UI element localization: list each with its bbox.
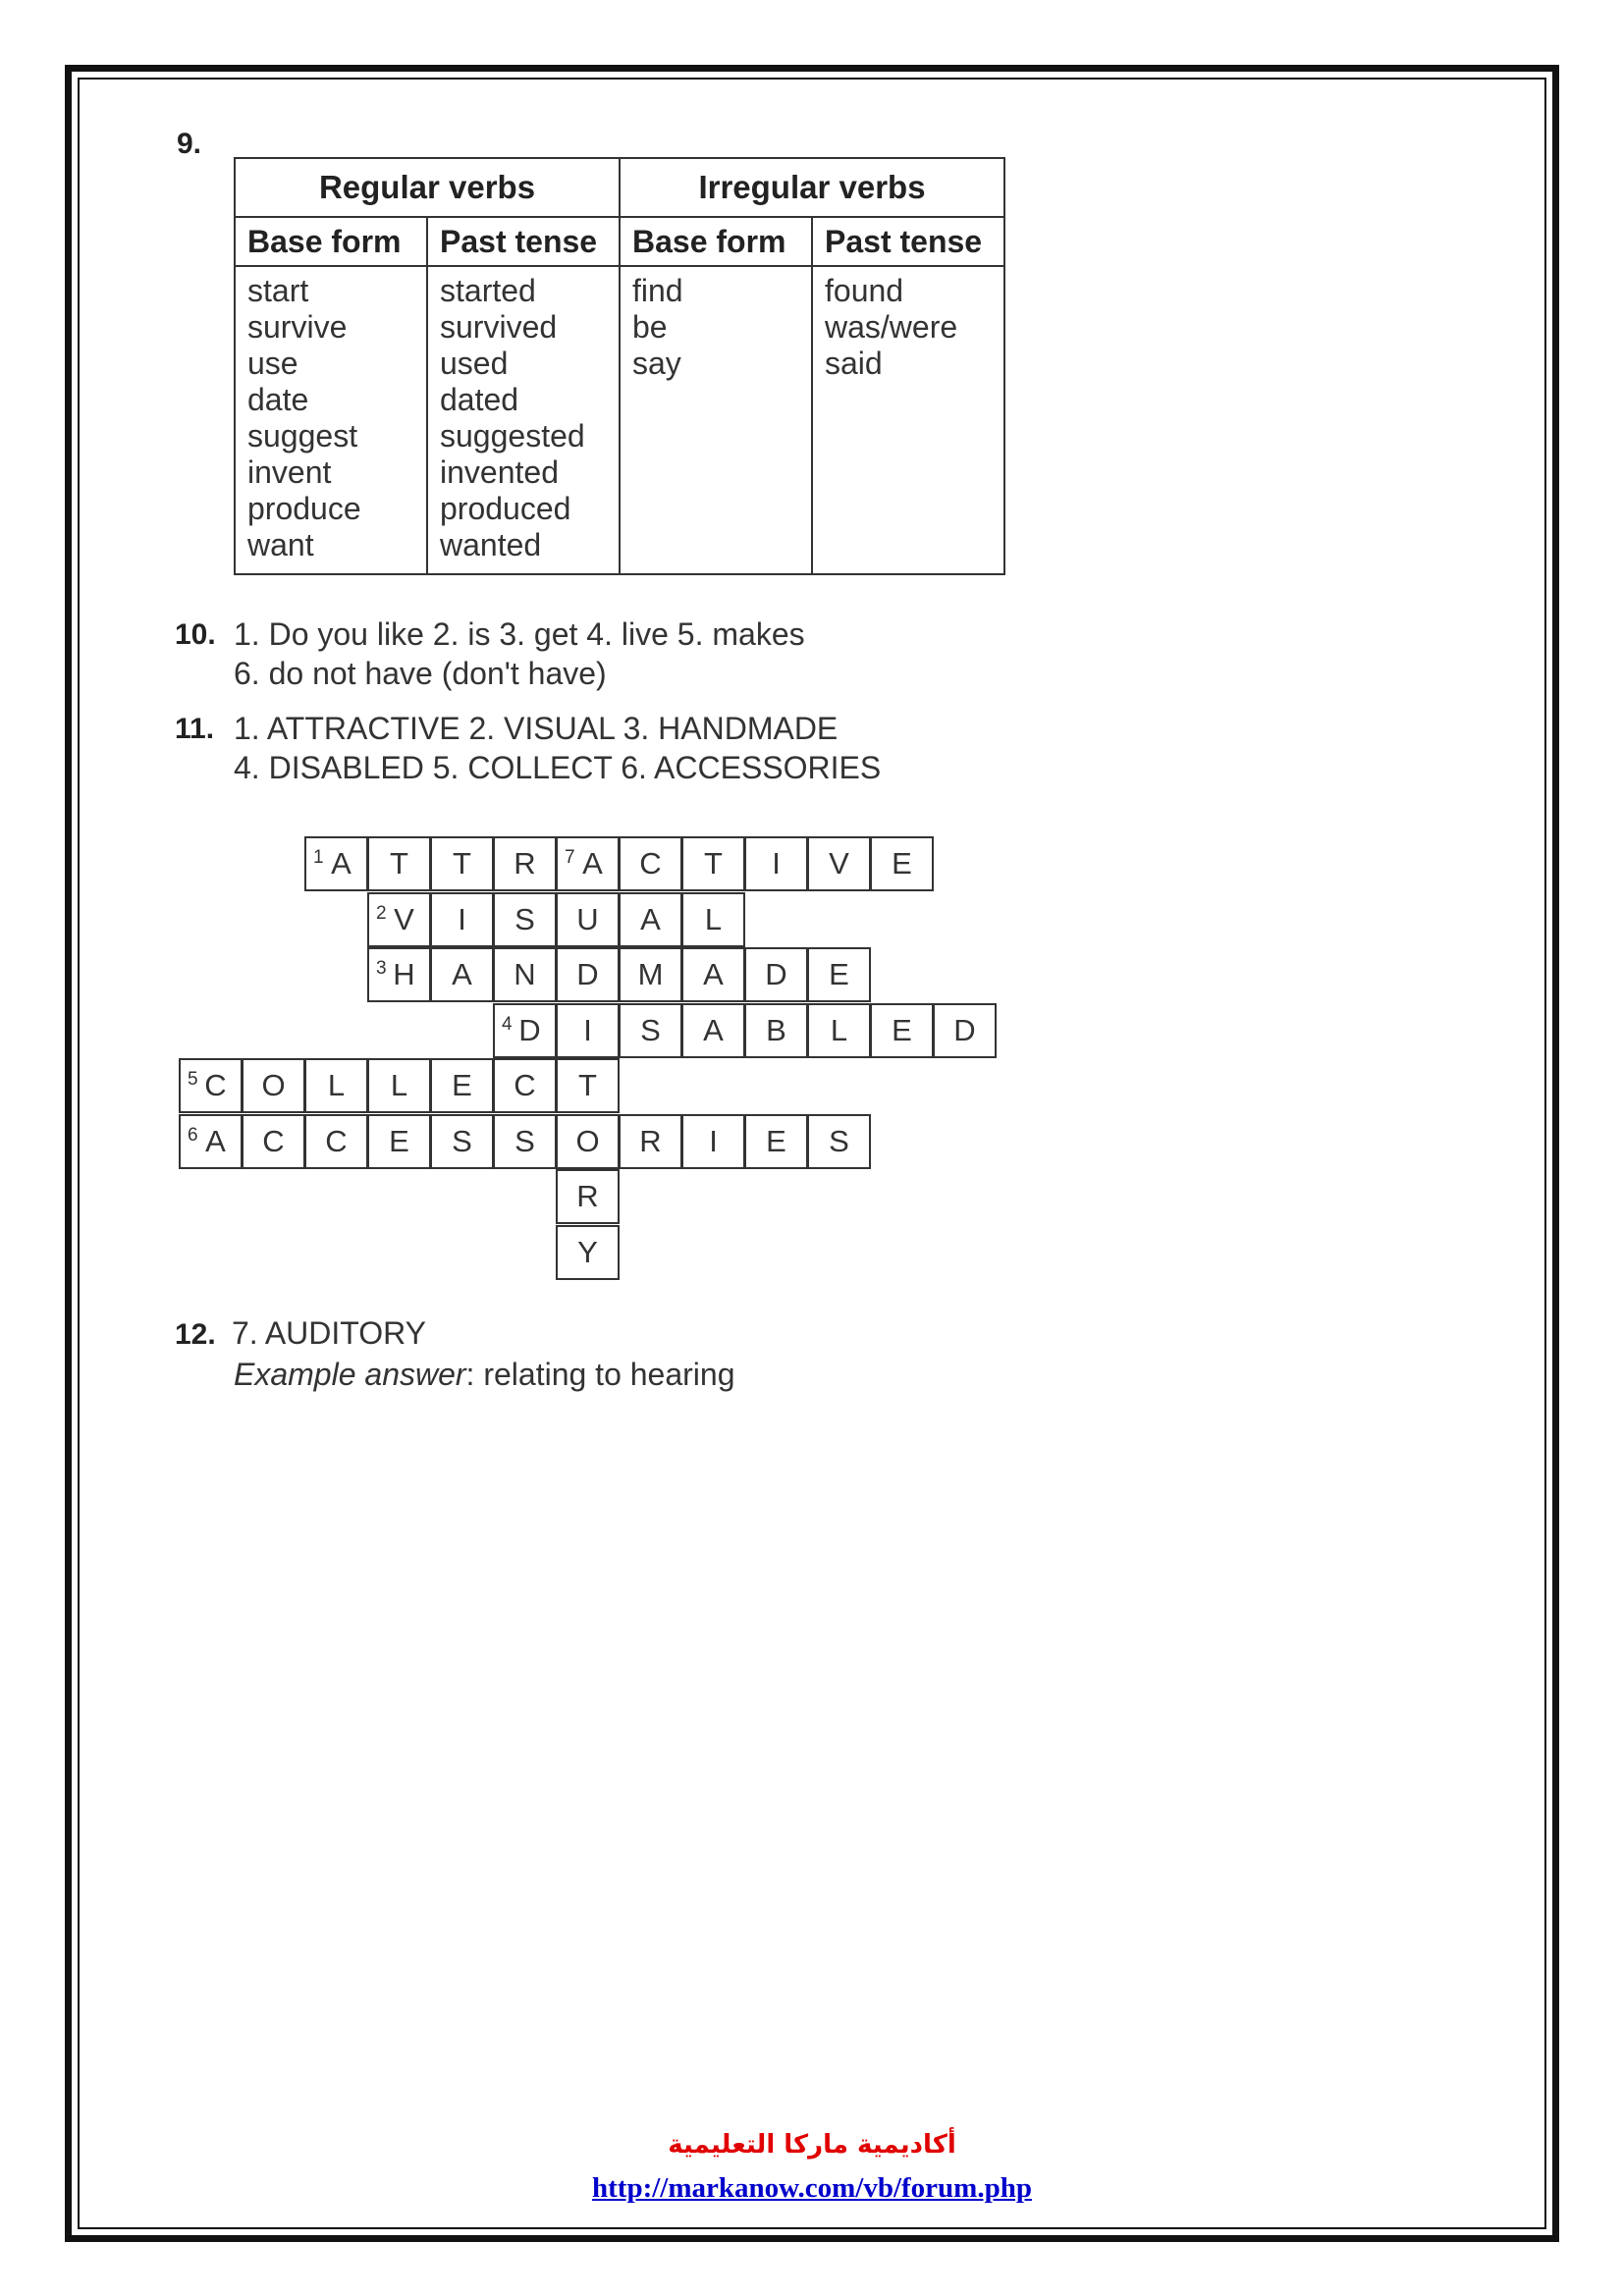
crossword-cell: [807, 947, 871, 1002]
crossword-letter: D: [953, 1012, 976, 1047]
crossword-cell: [619, 1003, 682, 1058]
crossword-cell: [367, 947, 431, 1002]
crossword-cell: [179, 1058, 243, 1113]
crossword-letter: C: [204, 1068, 227, 1102]
crossword-letter: S: [640, 1012, 661, 1047]
crossword-letter: R: [639, 1123, 662, 1158]
crossword-letter: H: [393, 957, 415, 991]
question-11-line-1: 1. ATTRACTIVE 2. VISUAL 3. HANDMADE: [234, 711, 839, 746]
verb-table-body-row: [235, 266, 1004, 574]
crossword-letter: Y: [577, 1234, 598, 1269]
crossword-letter: I: [709, 1123, 718, 1158]
footer-forum-link[interactable]: [0, 2172, 1624, 2205]
crossword-cell: [681, 892, 745, 947]
crossword-clue-number: 3: [376, 958, 387, 979]
crossword-letter: T: [578, 1068, 597, 1102]
verb-cell: dated: [440, 382, 519, 417]
crossword-cell: [179, 1114, 243, 1169]
crossword-cell: [493, 892, 557, 947]
crossword-cell: [744, 1003, 808, 1058]
crossword-letter: S: [514, 1123, 535, 1158]
crossword-clue-number: 4: [502, 1013, 513, 1035]
crossword-letter: O: [575, 1123, 600, 1158]
crossword-clue-number: 1: [313, 847, 324, 868]
question-9-number: 9.: [177, 128, 202, 160]
crossword-cell: [304, 836, 368, 891]
question-12-number: 12.: [175, 1318, 216, 1351]
verb-cell: use: [247, 346, 298, 381]
group-regular-verbs: Regular verbs: [235, 158, 620, 217]
crossword-cell: [681, 1114, 745, 1169]
crossword-letter: D: [765, 957, 787, 991]
crossword-letter: E: [452, 1068, 472, 1102]
crossword-letter: A: [703, 957, 724, 991]
crossword-cell: [619, 947, 682, 1002]
crossword-letter: C: [639, 846, 662, 881]
column-irregular-base: [620, 266, 812, 574]
crossword-cell: [367, 892, 431, 947]
crossword-letter: O: [261, 1068, 286, 1102]
crossword-letter: U: [576, 901, 599, 936]
crossword-cell: [556, 1058, 620, 1113]
question-11-line-2: 4. DISABLED 5. COLLECT 6. ACCESSORIES: [234, 750, 882, 785]
crossword-letter: A: [331, 846, 352, 881]
crossword-letter: R: [514, 846, 536, 881]
crossword-cell: [681, 836, 745, 891]
crossword-cell: [304, 1114, 368, 1169]
verb-cell: wanted: [440, 527, 542, 562]
verb-cell: produce: [247, 491, 361, 526]
crossword-letter: R: [576, 1179, 599, 1213]
crossword-cell: [367, 1058, 431, 1113]
crossword-cell: [242, 1058, 305, 1113]
column-irregular-past: [812, 266, 1004, 574]
verb-cell: produced: [440, 491, 571, 526]
crossword-letter: I: [458, 901, 466, 936]
crossword-cell: [493, 1114, 557, 1169]
verb-table-header-row: [235, 217, 1004, 266]
group-irregular-verbs: Irregular verbs: [620, 158, 1004, 217]
verb-cell: start: [247, 273, 309, 308]
crossword-cell: [430, 836, 494, 891]
crossword-letter: L: [830, 1012, 848, 1047]
verb-cell: used: [440, 346, 509, 381]
crossword-letter: E: [892, 846, 912, 881]
crossword-cell: [493, 1003, 557, 1058]
crossword-letter: S: [514, 901, 535, 936]
crossword-letter: V: [394, 901, 414, 936]
crossword-cell: [744, 1114, 808, 1169]
question-12-line-1: 7. AUDITORY: [232, 1315, 426, 1351]
verb-cell: want: [247, 527, 314, 562]
verb-table: [234, 157, 1005, 575]
crossword-cell: [807, 836, 871, 891]
crossword-cell: [681, 1003, 745, 1058]
crossword-letter: S: [829, 1123, 849, 1158]
crossword-cell: [556, 1114, 620, 1169]
verb-cell: find: [632, 273, 683, 308]
crossword-cell: [556, 947, 620, 1002]
crossword-letter: L: [390, 1068, 408, 1102]
crossword-letter: E: [829, 957, 849, 991]
crossword-cell: [556, 1003, 620, 1058]
header-regular-past: Past tense: [427, 217, 620, 266]
verb-table-group-row: [235, 158, 1004, 217]
crossword-letter: A: [582, 846, 603, 881]
crossword-cell: [744, 836, 808, 891]
crossword-cell: [493, 1058, 557, 1113]
verb-cell: say: [632, 346, 681, 381]
crossword-cell: [556, 892, 620, 947]
crossword-letter: I: [583, 1012, 592, 1047]
crossword-cell: [367, 1114, 431, 1169]
crossword-cell: [430, 1114, 494, 1169]
crossword-clue-number: 5: [188, 1069, 198, 1090]
crossword-letter: C: [262, 1123, 285, 1158]
crossword-letter: E: [892, 1012, 912, 1047]
crossword-cell: [493, 947, 557, 1002]
crossword-clue-number: 6: [188, 1124, 198, 1146]
crossword-letter: M: [637, 957, 664, 991]
crossword-letter: V: [829, 846, 849, 881]
crossword-cell: [367, 836, 431, 891]
column-regular-base: [235, 266, 427, 574]
question-10-number: 10.: [175, 618, 216, 651]
crossword-cell: [619, 836, 682, 891]
crossword-cell: [493, 836, 557, 891]
verb-cell: said: [825, 346, 883, 381]
example-answer-label: Example answer: [234, 1357, 466, 1392]
crossword-clue-number: 7: [565, 847, 575, 868]
crossword-letter: T: [453, 846, 471, 881]
question-11-number: 11.: [175, 713, 215, 745]
crossword-cell: [619, 1114, 682, 1169]
crossword-letter: B: [766, 1012, 786, 1047]
verb-cell: invent: [247, 454, 332, 490]
crossword-cell: [744, 947, 808, 1002]
crossword-letter: N: [514, 957, 536, 991]
question-10-line-2: 6. do not have (don't have): [234, 656, 607, 691]
crossword-letter: S: [452, 1123, 472, 1158]
column-regular-past: [427, 266, 620, 574]
crossword-cell: [430, 947, 494, 1002]
verb-cell: be: [632, 309, 668, 345]
crossword-cell: [807, 1114, 871, 1169]
crossword-cell: [681, 947, 745, 1002]
verb-cell: started: [440, 273, 536, 308]
crossword-letter: L: [704, 901, 723, 936]
crossword-cell: [619, 892, 682, 947]
crossword-letter: E: [389, 1123, 409, 1158]
crossword-letter: T: [704, 846, 723, 881]
crossword-cell: [242, 1114, 305, 1169]
crossword-letter: E: [766, 1123, 786, 1158]
crossword-cell: [556, 1169, 620, 1224]
question-12-example: [234, 1357, 735, 1393]
verb-cell: invented: [440, 454, 559, 490]
crossword-clue-number: 2: [376, 902, 387, 924]
crossword-cell: [870, 1003, 934, 1058]
verb-cell: survive: [247, 309, 348, 345]
header-irregular-base: Base form: [620, 217, 812, 266]
crossword-letter: C: [325, 1123, 348, 1158]
crossword-letter: L: [327, 1068, 346, 1102]
crossword-cell: [430, 1058, 494, 1113]
crossword-letter: A: [703, 1012, 724, 1047]
crossword-cell: [430, 892, 494, 947]
crossword-letter: T: [390, 846, 408, 881]
crossword-letter: A: [640, 901, 661, 936]
verb-cell: date: [247, 382, 309, 417]
header-regular-base: Base form: [235, 217, 427, 266]
crossword-letter: D: [518, 1012, 541, 1047]
crossword-cell: [870, 836, 934, 891]
footer-academy-name: أكاديمية ماركا التعليمية: [668, 2130, 956, 2160]
verb-cell: was/were: [825, 309, 958, 345]
crossword-cell: [933, 1003, 997, 1058]
verb-cell: survived: [440, 309, 558, 345]
header-irregular-past: Past tense: [812, 217, 1004, 266]
verb-cell: found: [825, 273, 904, 308]
footer-forum-link-text[interactable]: http://markanow.com/vb/forum.php: [592, 2172, 1032, 2204]
crossword-cell: [556, 1225, 620, 1280]
crossword-letter: D: [576, 957, 599, 991]
crossword-cell: [556, 836, 620, 891]
example-answer-text: : relating to hearing: [465, 1357, 735, 1392]
crossword-letter: C: [514, 1068, 536, 1102]
crossword-letter: A: [452, 957, 472, 991]
crossword-cell: [807, 1003, 871, 1058]
verb-cell: suggest: [247, 418, 358, 454]
crossword-letter: A: [205, 1123, 226, 1158]
crossword-cell: [304, 1058, 368, 1113]
question-10-line-1: 1. Do you like 2. is 3. get 4. live 5. makes: [234, 616, 805, 652]
crossword-letter: I: [772, 846, 781, 881]
verb-cell: suggested: [440, 418, 585, 454]
